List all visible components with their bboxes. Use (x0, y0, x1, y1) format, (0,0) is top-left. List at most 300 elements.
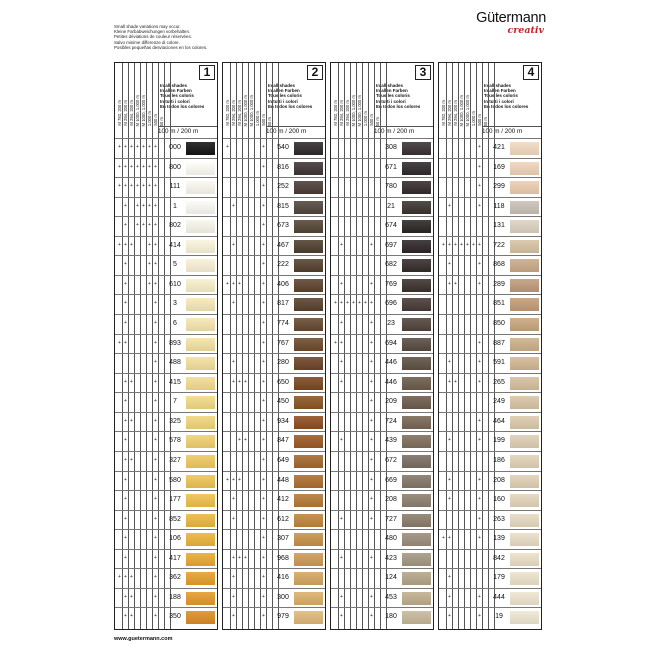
column-label: 50 m (267, 116, 272, 126)
all-shades-line: In tutti i colori (484, 98, 514, 104)
color-row (223, 158, 325, 178)
disclaimer-line: Salvo minime differenze di colore. (114, 39, 180, 45)
availability-mark: + (238, 280, 241, 287)
all-shades-note (268, 83, 323, 109)
color-swatch (294, 455, 323, 468)
shade-code: 769 (385, 280, 397, 288)
color-swatch (402, 357, 431, 370)
color-swatch (402, 338, 431, 351)
availability-mark: + (148, 183, 151, 190)
availability-mark: + (448, 280, 451, 287)
color-row (439, 294, 541, 314)
color-row (115, 294, 217, 314)
shade-code: 488 (169, 359, 181, 367)
availability-mark: + (154, 183, 157, 190)
all-shades-line: Tous les coloris (376, 93, 410, 99)
color-row (223, 471, 325, 491)
availability-mark: + (478, 613, 481, 620)
shade-code: 263 (493, 515, 505, 523)
availability-mark: + (472, 241, 475, 248)
availability-mark: + (262, 574, 265, 581)
availability-mark: + (232, 378, 235, 385)
shade-code: 979 (277, 613, 289, 621)
color-row (331, 216, 433, 236)
availability-mark: + (340, 241, 343, 248)
all-shades-note (160, 83, 215, 109)
shade-code: 448 (277, 476, 289, 484)
availability-mark: + (262, 378, 265, 385)
color-row (439, 255, 541, 275)
shade-code: 208 (493, 476, 505, 484)
column-label: 50 m (159, 116, 164, 126)
column-label: M 1000, 1.000 m (249, 94, 254, 126)
brand-logo (466, 10, 546, 36)
availability-mark: + (136, 202, 139, 209)
disclaimer-line: Petites déviations de couleur réservées. (114, 34, 192, 40)
availability-mark: + (226, 476, 229, 483)
availability-mark: + (448, 593, 451, 600)
availability-mark: + (124, 378, 127, 385)
shade-code: 327 (169, 456, 181, 464)
color-row (115, 510, 217, 530)
availability-mark: + (370, 456, 373, 463)
availability-mark: + (454, 241, 457, 248)
color-row (223, 510, 325, 530)
color-swatch (294, 611, 323, 624)
color-row (115, 431, 217, 451)
availability-mark: + (358, 300, 361, 307)
size-label: 100 m / 200 m (482, 128, 523, 135)
shade-code: 6 (173, 320, 177, 328)
color-row (439, 314, 541, 334)
color-swatch (402, 553, 431, 566)
availability-mark: + (262, 496, 265, 503)
availability-mark: + (448, 476, 451, 483)
availability-mark: + (226, 144, 229, 150)
shade-code: 724 (385, 417, 397, 425)
panel-number: 4 (523, 65, 539, 80)
color-row (223, 216, 325, 236)
color-row (223, 294, 325, 314)
color-swatch (186, 142, 215, 155)
color-row (115, 236, 217, 256)
color-swatch (186, 162, 215, 175)
color-swatch (294, 279, 323, 292)
color-row (223, 392, 325, 412)
color-row (223, 314, 325, 334)
color-swatch (294, 357, 323, 370)
shade-code: 252 (277, 183, 289, 191)
availability-mark: + (466, 241, 469, 248)
color-swatch (186, 279, 215, 292)
color-swatch (402, 455, 431, 468)
color-row (331, 510, 433, 530)
availability-mark: + (232, 574, 235, 581)
availability-mark: + (124, 554, 127, 561)
availability-mark: + (154, 535, 157, 542)
availability-mark: + (124, 222, 127, 229)
availability-mark: + (478, 241, 481, 248)
color-row (115, 275, 217, 295)
availability-mark: + (478, 378, 481, 385)
availability-mark: + (154, 280, 157, 287)
color-row (223, 451, 325, 471)
availability-mark: + (124, 339, 127, 346)
all-shades-line: In allen Farben (376, 88, 408, 94)
color-row (331, 392, 433, 412)
availability-mark: + (340, 593, 343, 600)
shade-code: 727 (385, 515, 397, 523)
color-swatch (186, 318, 215, 331)
availability-mark: + (226, 280, 229, 287)
disclaimer-line: Posibles pequeñas desviaciones en los colores. (114, 44, 208, 50)
color-swatch (510, 572, 539, 585)
availability-mark: + (370, 339, 373, 346)
shade-code: 968 (277, 554, 289, 562)
availability-mark: + (448, 535, 451, 542)
color-swatch (186, 592, 215, 605)
color-row (331, 138, 433, 158)
color-swatch (294, 572, 323, 585)
color-row (331, 275, 433, 295)
color-row (439, 568, 541, 588)
availability-mark: + (262, 222, 265, 229)
color-row (331, 353, 433, 373)
color-row (331, 529, 433, 549)
availability-mark: + (370, 280, 373, 287)
color-swatch (294, 592, 323, 605)
availability-mark: + (262, 202, 265, 209)
availability-mark: + (448, 202, 451, 209)
shade-code: 446 (385, 359, 397, 367)
panel-number: 1 (199, 65, 215, 80)
availability-mark: + (244, 437, 247, 444)
availability-mark: + (232, 202, 235, 209)
color-swatch (294, 318, 323, 331)
availability-mark: + (370, 241, 373, 248)
color-swatch (510, 298, 539, 311)
color-row (439, 158, 541, 178)
availability-mark: + (340, 613, 343, 620)
color-swatch (294, 533, 323, 546)
availability-mark: + (154, 222, 157, 229)
shade-code: 480 (385, 535, 397, 543)
all-shades-line: In all shades (268, 83, 296, 88)
shade-code: 815 (277, 202, 289, 210)
availability-mark: + (370, 300, 373, 307)
availability-mark: + (148, 280, 151, 287)
shade-code: 160 (493, 496, 505, 504)
color-swatch (186, 201, 215, 214)
color-swatch (294, 514, 323, 527)
color-row (331, 607, 433, 627)
color-row (223, 353, 325, 373)
availability-mark: + (142, 183, 145, 190)
availability-mark: + (370, 437, 373, 444)
color-row (223, 588, 325, 608)
color-swatch (186, 377, 215, 390)
availability-mark: + (442, 535, 445, 542)
shade-code: 180 (385, 613, 397, 621)
availability-mark: + (124, 300, 127, 307)
color-panel-3 (330, 62, 434, 630)
shade-code: 208 (385, 496, 397, 504)
availability-mark: + (154, 144, 157, 150)
shade-code: 852 (169, 515, 181, 523)
availability-mark: + (154, 593, 157, 600)
color-swatch (510, 318, 539, 331)
availability-mark: + (238, 437, 241, 444)
all-shades-line: Tous les coloris (484, 93, 518, 99)
color-row (439, 236, 541, 256)
color-swatch (510, 181, 539, 194)
column-label: 1.000 m (147, 110, 152, 126)
brand-sub: creativ (507, 25, 544, 36)
availability-mark: + (340, 359, 343, 366)
availability-mark: + (148, 222, 151, 229)
availability-mark: + (124, 144, 127, 150)
availability-mark: + (460, 241, 463, 248)
color-row (115, 353, 217, 373)
availability-mark: + (124, 437, 127, 444)
availability-mark: + (148, 241, 151, 248)
shade-code: 453 (385, 593, 397, 601)
availability-mark: + (478, 339, 481, 346)
color-swatch (186, 435, 215, 448)
color-row (115, 216, 217, 236)
availability-mark: + (262, 398, 265, 405)
availability-mark: + (154, 398, 157, 405)
shade-code: 444 (493, 593, 505, 601)
availability-mark: + (154, 202, 157, 209)
color-row (439, 529, 541, 549)
availability-mark: + (448, 241, 451, 248)
color-swatch (186, 475, 215, 488)
shade-code: 467 (277, 241, 289, 249)
shade-code: 423 (385, 554, 397, 562)
shade-code: 000 (169, 144, 181, 151)
color-row (331, 294, 433, 314)
all-shades-note (484, 83, 539, 109)
color-swatch (510, 396, 539, 409)
all-shades-line: En todos los colores (268, 103, 313, 109)
color-swatch (186, 220, 215, 233)
column-label: 500 m (477, 114, 482, 126)
color-row (331, 431, 433, 451)
availability-mark: + (136, 163, 139, 170)
color-row (331, 412, 433, 432)
color-panel-1 (114, 62, 218, 630)
color-swatch (510, 514, 539, 527)
color-swatch (402, 533, 431, 546)
shade-code: 23 (387, 320, 395, 328)
color-swatch (186, 553, 215, 566)
availability-mark: + (478, 496, 481, 503)
shade-code: 1 (173, 202, 177, 210)
availability-mark: + (154, 359, 157, 366)
color-swatch (510, 162, 539, 175)
availability-mark: + (478, 437, 481, 444)
color-row (331, 568, 433, 588)
color-row (115, 490, 217, 510)
color-row (439, 392, 541, 412)
shade-code: 694 (385, 339, 397, 347)
availability-mark: + (340, 280, 343, 287)
column-label: M 294, 200 m (237, 100, 242, 126)
shade-code: 767 (277, 339, 289, 347)
availability-mark: + (454, 378, 457, 385)
availability-mark: + (154, 378, 157, 385)
shade-code: 610 (169, 280, 181, 288)
color-swatch (510, 220, 539, 233)
shade-code: 106 (169, 535, 181, 543)
availability-mark: + (142, 163, 145, 170)
color-row (223, 197, 325, 217)
availability-mark: + (154, 496, 157, 503)
shade-code: 417 (169, 554, 181, 562)
availability-mark: + (370, 496, 373, 503)
color-swatch (402, 181, 431, 194)
column-label: 1.000 m (255, 110, 260, 126)
color-swatch (510, 592, 539, 605)
availability-mark: + (130, 163, 133, 170)
column-label: M 1000, 1.000 m (135, 94, 140, 126)
color-row (115, 197, 217, 217)
color-row (439, 588, 541, 608)
column-label: M 294, 200 m (123, 100, 128, 126)
availability-mark: + (262, 515, 265, 522)
color-swatch (186, 494, 215, 507)
shade-code: 325 (169, 417, 181, 425)
shade-code: 816 (277, 163, 289, 171)
availability-mark: + (148, 144, 151, 150)
column-label: M 294, 200 m (447, 100, 452, 126)
color-swatch (294, 553, 323, 566)
availability-mark: + (478, 261, 481, 268)
color-swatch (402, 142, 431, 155)
availability-mark: + (370, 515, 373, 522)
availability-mark: + (370, 613, 373, 620)
color-row (439, 412, 541, 432)
color-swatch (402, 201, 431, 214)
shade-code: 649 (277, 456, 289, 464)
all-shades-line: In all shades (376, 83, 404, 88)
availability-mark: + (154, 515, 157, 522)
color-row (331, 314, 433, 334)
color-swatch (294, 377, 323, 390)
color-row (115, 451, 217, 471)
column-label: M 782, 200 m (225, 100, 230, 126)
availability-mark: + (130, 378, 133, 385)
all-shades-line: In allen Farben (268, 88, 300, 94)
availability-mark: + (340, 378, 343, 385)
availability-mark: + (262, 320, 265, 327)
column-label: M 294, 200 m (453, 100, 458, 126)
shade-code: 696 (385, 300, 397, 308)
availability-mark: + (262, 535, 265, 542)
shade-code: 186 (493, 456, 505, 464)
availability-mark: + (370, 378, 373, 385)
color-row (223, 373, 325, 393)
availability-mark: + (124, 320, 127, 327)
color-row (331, 373, 433, 393)
availability-mark: + (124, 515, 127, 522)
shade-code: 887 (493, 339, 505, 347)
shade-code: 139 (493, 535, 505, 543)
color-row (331, 451, 433, 471)
color-row (439, 490, 541, 510)
column-label: M 1000, 1.000 m (141, 94, 146, 126)
availability-mark: + (124, 417, 127, 424)
availability-mark: + (232, 515, 235, 522)
column-label: 500 m (369, 114, 374, 126)
availability-mark: + (148, 261, 151, 268)
color-swatch (186, 338, 215, 351)
availability-mark: + (478, 417, 481, 424)
availability-mark: + (154, 320, 157, 327)
color-swatch (402, 572, 431, 585)
color-swatch (186, 611, 215, 624)
availability-mark: + (232, 359, 235, 366)
availability-mark: + (238, 554, 241, 561)
availability-mark: + (124, 398, 127, 405)
disclaimer-line: Small shade variations may occur. (114, 24, 181, 29)
availability-mark: + (448, 574, 451, 581)
all-shades-line: In allen Farben (160, 88, 192, 94)
color-swatch (294, 201, 323, 214)
header-divider (374, 126, 433, 127)
column-label: M 1000, 1.000 m (459, 94, 464, 126)
color-row (115, 158, 217, 178)
color-row (331, 197, 433, 217)
availability-mark: + (340, 320, 343, 327)
color-swatch (510, 455, 539, 468)
color-row (223, 490, 325, 510)
color-row (439, 353, 541, 373)
availability-mark: + (340, 339, 343, 346)
availability-mark: + (232, 241, 235, 248)
availability-mark: + (124, 535, 127, 542)
color-row (439, 216, 541, 236)
website-url: www.guetermann.com (114, 636, 173, 642)
color-panel-2 (222, 62, 326, 630)
color-swatch (510, 142, 539, 155)
availability-mark: + (130, 417, 133, 424)
availability-mark: + (154, 437, 157, 444)
color-swatch (294, 416, 323, 429)
shade-code: 265 (493, 378, 505, 386)
color-swatch (186, 514, 215, 527)
availability-mark: + (232, 593, 235, 600)
availability-mark: + (262, 339, 265, 346)
column-label: M 294, 200 m (339, 100, 344, 126)
panel-number: 2 (307, 65, 323, 80)
shade-code: 179 (493, 574, 505, 582)
shade-code: 682 (385, 261, 397, 269)
shade-code: 540 (277, 144, 289, 151)
availability-mark: + (154, 574, 157, 581)
color-swatch (510, 553, 539, 566)
all-shades-line: En todos los colores (376, 103, 421, 109)
availability-mark: + (370, 320, 373, 327)
column-label: 1.000 m (363, 110, 368, 126)
color-row (439, 177, 541, 197)
availability-mark: + (130, 241, 133, 248)
color-row (331, 236, 433, 256)
color-row (331, 177, 433, 197)
column-label: 50 m (483, 116, 488, 126)
color-swatch (402, 494, 431, 507)
